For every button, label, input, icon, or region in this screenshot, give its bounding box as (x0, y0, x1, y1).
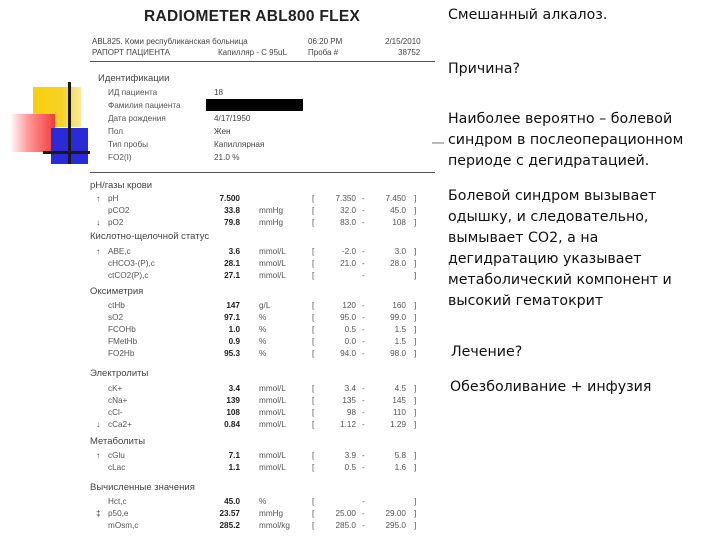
explanation-line: высокий гематокрит (448, 293, 604, 309)
id-label: Пол (108, 127, 124, 136)
id-label: Фамилия пациента (108, 101, 181, 110)
cause-question: Причина? (448, 61, 520, 77)
institution: ABL825. Коми республиканская больница (92, 37, 248, 46)
table-row: cNa+ 139 mmol/L [ 135 - 145 ] (108, 396, 417, 405)
logo-red-square (10, 114, 55, 152)
cause-answer-line: периоде с дегидратацией. (448, 153, 650, 169)
scan-mark (432, 142, 444, 144)
table-row: ctHb 147 g/L [ 120 - 160 ] (108, 301, 417, 310)
section-identification-title: Идентификации (98, 73, 170, 84)
report-type: РАПОРТ ПАЦИЕНТА (92, 48, 170, 57)
divider (90, 61, 435, 62)
treatment-question: Лечение? (451, 344, 523, 360)
table-row: cHCO3-(P),c 28.1 mmol/L [ 21.0 - 28.0 ] (108, 259, 417, 268)
table-row: pCO2 33.8 mmHg [ 32.0 - 45.0 ] (108, 206, 417, 215)
table-row: ↓ cCa2+ 0.84 mmol/L [ 1.12 - 1.29 ] (96, 420, 417, 429)
id-value: Жен (214, 127, 231, 136)
sample-number: 38752 (398, 48, 421, 57)
flag-icon: ‡ (96, 509, 101, 518)
explanation-line: метаболический компонент и (448, 272, 672, 288)
table-row: FCOHb 1.0 % [ 0.5 - 1.5 ] (108, 325, 417, 334)
id-label: Тип пробы (108, 140, 149, 149)
explanation-line: одышку, и следовательно, (448, 209, 649, 225)
id-label: Дата рождения (108, 114, 166, 123)
table-row: FMetHb 0.9 % [ 0.0 - 1.5 ] (108, 337, 417, 346)
treatment-answer: Обезболивание + инфузия (450, 379, 652, 395)
sample-type: Капилляр - С 95uL (218, 48, 287, 57)
explanation-line: дегидратацию указывает (448, 251, 642, 267)
section-title: Метаболиты (90, 436, 146, 447)
table-row: cK+ 3.4 mmol/L [ 3.4 - 4.5 ] (108, 384, 417, 393)
section-title: Вычисленные значения (90, 482, 195, 493)
explanation-line: вымывает СО2, а на (448, 230, 599, 246)
cause-answer-line: Наиболее вероятно – болевой (448, 111, 673, 127)
sample-number-label: Проба # (308, 48, 339, 57)
id-value: Капиллярная (214, 140, 265, 149)
table-row: FO2Hb 95.3 % [ 94.0 - 98.0 ] (108, 349, 417, 358)
id-value: 4/17/1950 (214, 114, 251, 123)
flag-icon: ↑ (96, 194, 101, 203)
id-value: 21.0 % (214, 153, 240, 162)
section-title: Кислотно-щелочной статус (90, 231, 210, 242)
table-row: ↓ pO2 79.8 mmHg [ 83.0 - 108 ] (96, 218, 417, 227)
cause-answer-line: синдром в послеоперационном (448, 132, 684, 148)
blood-gas-report (80, 0, 440, 540)
table-row: Hct,c 45.0 % [ - ] (108, 497, 417, 506)
table-row: ↑ ABE,c 3.6 mmol/L [ -2.0 - 3.0 ] (96, 247, 417, 256)
table-row: ‡ p50,e 23.57 mmHg [ 25.00 - 29.00 ] (96, 509, 417, 518)
report-date: 2/15/2010 (385, 37, 421, 46)
id-value: 18 (214, 88, 224, 97)
slide-logo (8, 82, 90, 162)
flag-icon: ↑ (96, 451, 101, 460)
table-row: sO2 97.1 % [ 95.0 - 99.0 ] (108, 313, 417, 322)
section-title: pH/газы крови (90, 180, 153, 191)
table-row: cCl- 108 mmol/L [ 98 - 110 ] (108, 408, 417, 417)
id-label: FO2(I) (108, 153, 132, 162)
flag-icon: ↓ (96, 218, 101, 227)
table-row: cLac 1.1 mmol/L [ 0.5 - 1.6 ] (108, 463, 417, 472)
explanation-line: Болевой синдром вызывает (448, 188, 657, 204)
report-title: RADIOMETER ABL800 FLEX (144, 8, 361, 25)
redacted-patient-name (206, 99, 303, 111)
section-title: Оксиметрия (90, 286, 144, 297)
flag-icon: ↑ (96, 247, 101, 256)
diagnosis-text: Смешанный алкалоз. (448, 7, 608, 23)
section-title: Электролиты (90, 368, 149, 379)
divider (90, 172, 435, 173)
table-row: ↑ cGlu 7.1 mmol/L [ 3.9 - 5.8 ] (96, 451, 417, 460)
table-row: mOsm,c 285.2 mmol/kg [ 285.0 - 295.0 ] (108, 521, 417, 530)
flag-icon: ↓ (96, 420, 101, 429)
report-time: 06:20 PM (308, 37, 343, 46)
table-row: ctCO2(P),c 27.1 mmol/L [ - ] (108, 271, 417, 280)
table-row: ↑ pH 7.500 [ 7.350 - 7.450 ] (96, 194, 417, 203)
id-label: ИД пациента (108, 88, 158, 97)
